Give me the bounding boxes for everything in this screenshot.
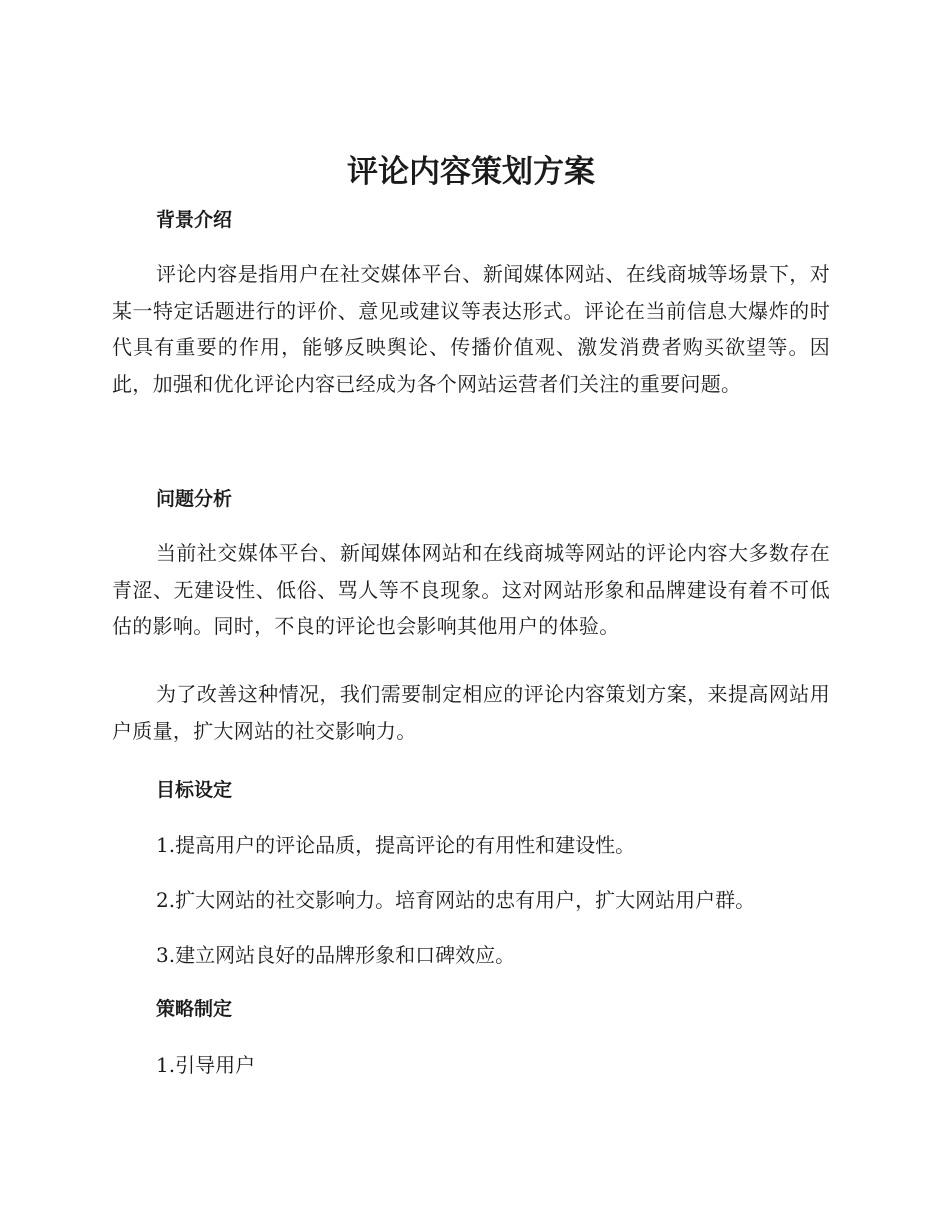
- background-paragraph: 评论内容是指用户在社交媒体平台、新闻媒体网站、在线商城等场景下，对某一特定话题进行的评价、意见或建议等表达形式。评论在当前信息大爆炸的时代具有重要的作用，能够反映舆论、传播价值观、激发消费者购买欲望等。因此，加强和优化评论内容已经成为各个网站运营者们关注的重要问题。: [112, 262, 830, 396]
- goal-item-1: 1.提高用户的评论品质，提高评论的有用性和建设性。: [156, 833, 636, 857]
- section-heading-problem: 问题分析: [156, 488, 233, 510]
- strategy-item-1: 1.引导用户: [156, 1053, 256, 1077]
- goal-item-2: 2.扩大网站的社交影响力。培育网站的忠有用户，扩大网站用户群。: [156, 888, 756, 912]
- section-heading-strategy: 策略制定: [156, 998, 233, 1020]
- goal-item-3: 3.建立网站良好的品牌形象和口碑效应。: [156, 943, 516, 967]
- problem-paragraph-1: 当前社交媒体平台、新闻媒体网站和在线商城等网站的评论内容大多数存在青涩、无建设性、低俗、骂人等不良现象。这对网站形象和品牌建设有着不可低估的影响。同时，不良的评论也会影响其他用户的体验。: [112, 541, 830, 638]
- problem-paragraph-2: 为了改善这种情况，我们需要制定相应的评论内容策划方案，来提高网站用户质量，扩大网站的社交影响力。: [112, 682, 830, 743]
- section-heading-goals: 目标设定: [156, 779, 233, 801]
- section-heading-background: 背景介绍: [156, 209, 233, 231]
- document-title: 评论内容策划方案: [347, 154, 595, 190]
